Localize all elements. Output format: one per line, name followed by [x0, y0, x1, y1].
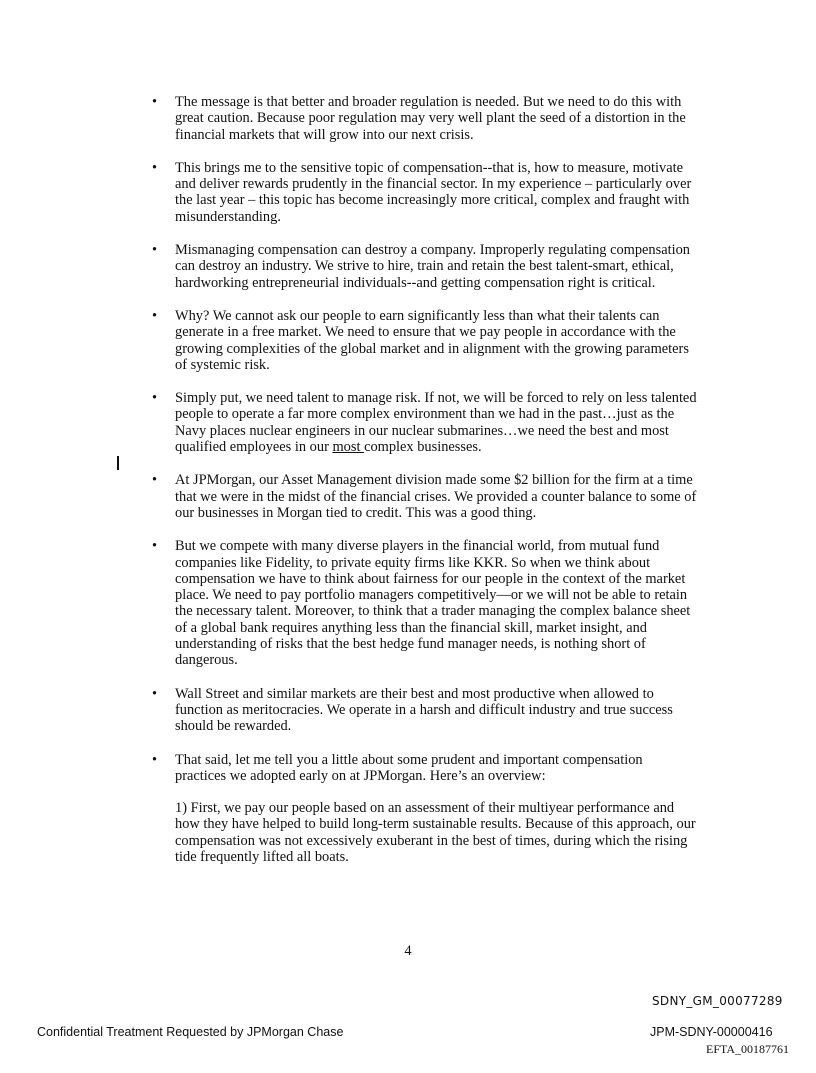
bullet-item [152, 242, 697, 291]
bullet-text: This brings me to the sensitive topic of compensation--that is, how to measure, motivate and deliver rewards prudently in the financial sector. In my experience – particularly over the last year – this topic has become increasingly more critical, complex and fraught with misunderstanding. [175, 159, 692, 225]
bullet-item [152, 538, 697, 668]
bullet-text: Wall Street and similar markets are their best and most productive when allowed to function as meritocracies. We operate in a harsh and difficult industry and true success should be rewarded. [175, 685, 673, 735]
bullet-icon: • [152, 685, 158, 702]
bullet-item [152, 472, 697, 521]
bullet-icon: • [152, 751, 158, 768]
bullet-text: The message is that better and broader regulation is needed. But we need to do this with great caution. Because poor regulation may very well plant the seed of a distortion in the financial markets that will grow into our next crisis. [175, 94, 686, 143]
bullet-icon: • [152, 538, 158, 555]
bullet-text: At JPMorgan, our Asset Management division made some $2 billion for the firm at a time that we were in the midst of the financial crises. We provided a counter balance to some of our businesses in Morgan tied to credit. This was a good thing. [175, 472, 697, 521]
bullet-icon: • [152, 472, 158, 489]
bates-stamp-gm: SDNY_GM_00077289 [652, 994, 783, 1008]
bullet-item [152, 160, 697, 225]
bullet-icon: • [152, 159, 158, 176]
bullet-icon: • [152, 307, 158, 324]
text-segment: Simply put, we need talent to manage risk. If not, we will be forced to rely on less talented people to operate a far more complex environment than we had in the past…just as the Navy places nuclear engineers in our nuclear submarines…we need the best and most qualified employees in our [175, 390, 697, 456]
text-segment: complex businesses. [364, 439, 482, 456]
bullet-text: That said, let me tell you a little about some prudent and important compensation practices we adopted early on at JPMorgan. Here’s an overview: [175, 751, 643, 784]
efta-stamp: EFTA_00187761 [706, 1042, 790, 1056]
bullet-text: Why? We cannot ask our people to earn significantly less than what their talents can generate in a free market. We need to ensure that we pay people in accordance with the growing complexities of the global market and in alignment with the growing parameters of systemic risk. [175, 307, 689, 373]
bullet-icon: • [152, 94, 158, 110]
bullet-icon: • [152, 242, 158, 259]
bullet-list [152, 94, 697, 882]
bullet-text: Mismanaging compensation can destroy a company. Improperly regulating compensation can destroy an industry. We strive to hire, train and retain the best talent-smart, ethical, hardworking entrepreneurial individuals--and getting compensation right is critical. [175, 242, 690, 291]
bullet-item [152, 390, 697, 455]
confidential-notice: Confidential Treatment Requested by JPMorgan Chase [37, 1025, 344, 1039]
bullet-item [152, 308, 697, 373]
underlined-word: most [332, 439, 365, 456]
bullet-item [152, 752, 697, 866]
bullet-item [152, 686, 697, 735]
bullet-item [152, 94, 697, 143]
revision-bar [117, 456, 119, 470]
bullet-text: But we compete with many diverse players in the financial world, from mutual fund companies like Fidelity, to private equity firms like KKR. So when we think about compensation we have to think about fairness for our people in the context of the market place. We need to pay portfolio managers competitively—or we will not be able to retain the necessary talent. Moreover, to think that a trader managing the complex balance sheet of a global bank requires anything less than the financial skill, market insight, and understanding of risks that the best hedge fund manager needs, is nothing short of dangerous. [175, 538, 691, 669]
sub-paragraph: 1) First, we pay our people based on an assessment of their multiyear performance and how they have helped to build long-term sustainable results. Because of this approach, our compensation was not excessively exuberant in the best of times, during which the rising tide frequently lifted all boats. [175, 800, 696, 865]
page-number: 4 [404, 943, 412, 959]
bullet-icon: • [152, 390, 158, 407]
bullet-text [175, 390, 697, 455]
bates-stamp-jpm: JPM-SDNY-00000416 [650, 1025, 773, 1039]
